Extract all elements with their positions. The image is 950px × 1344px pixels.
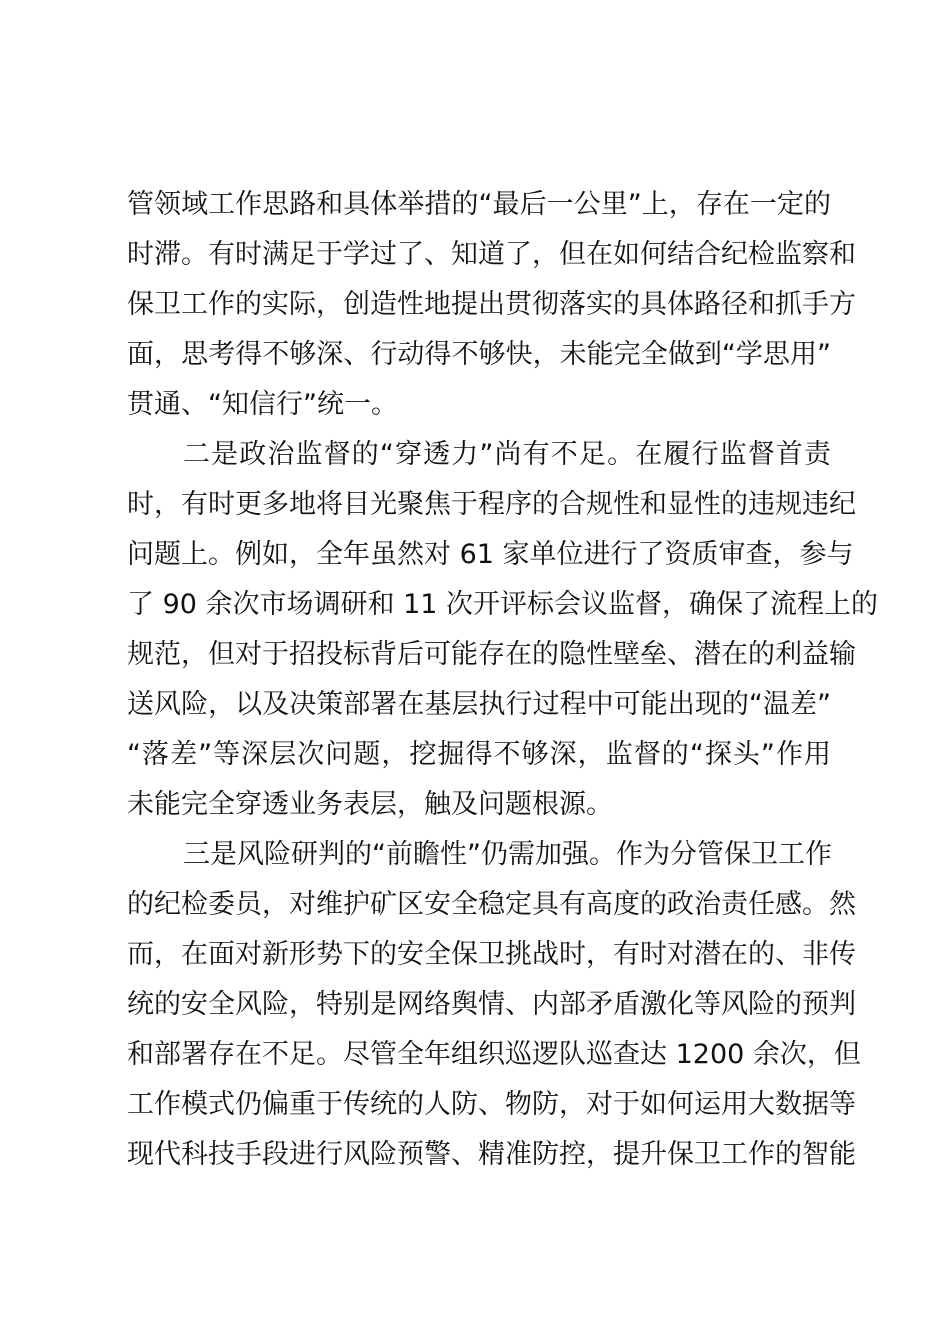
paragraph-point-three xyxy=(127,830,861,1180)
paragraph-point-two xyxy=(127,430,879,830)
text-line: 的纪检委员，对维护矿区安全稳定具有高度的政治责任感。然 xyxy=(127,889,856,920)
text-line: 管领域工作思路和具体举措的“最后一公里”上，存在一定的 xyxy=(127,189,831,220)
text-line: 和部署存在不足。尽管全年组织巡逻队巡查达 1200 余次，但 xyxy=(127,1039,861,1070)
text-line: 时，有时更多地将目光聚焦于程序的合规性和显性的违规违纪 xyxy=(127,489,856,520)
paragraph-heading-line: 三是风险研判的“前瞻性”仍需加强。作为分管保卫工作 xyxy=(183,839,832,870)
text-line: 而，在面对新形势下的安全保卫挑战时，有时对潜在的、非传 xyxy=(127,939,856,970)
text-line: 时滞。有时满足于学过了、知道了，但在如何结合纪检监察和 xyxy=(127,239,856,270)
text-line: 现代科技手段进行风险预警、精准防控，提升保卫工作的智能 xyxy=(127,1139,856,1170)
text-line: 统的安全风险，特别是网络舆情、内部矛盾激化等风险的预判 xyxy=(127,989,856,1020)
paragraph-heading-line: 二是政治监督的“穿透力”尚有不足。在履行监督首责 xyxy=(183,439,831,470)
document-body xyxy=(127,180,879,1180)
text-line: 面，思考得不够深、行动得不够快，未能完全做到“学思用” xyxy=(127,339,831,370)
text-line: 问题上。例如，全年虽然对 61 家单位进行了资质审查，参与 xyxy=(127,539,854,570)
text-line: 贯通、“知信行”统一。 xyxy=(127,389,398,420)
text-line: 送风险，以及决策部署在基层执行过程中可能出现的“温差” xyxy=(127,689,831,720)
paragraph-continuation xyxy=(127,180,856,430)
text-line: 了 90 余次市场调研和 11 次开评标会议监督，确保了流程上的 xyxy=(127,589,879,620)
text-line: 保卫工作的实际，创造性地提出贯彻落实的具体路径和抓手方 xyxy=(127,289,856,320)
text-line: “落差”等深层次问题，挖掘得不够深，监督的“探头”作用 xyxy=(127,739,831,770)
text-line: 规范，但对于招投标背后可能存在的隐性壁垒、潜在的利益输 xyxy=(127,639,856,670)
text-line: 未能完全穿透业务表层，触及问题根源。 xyxy=(127,789,613,820)
text-line: 工作模式仍偏重于传统的人防、物防，对于如何运用大数据等 xyxy=(127,1089,856,1120)
